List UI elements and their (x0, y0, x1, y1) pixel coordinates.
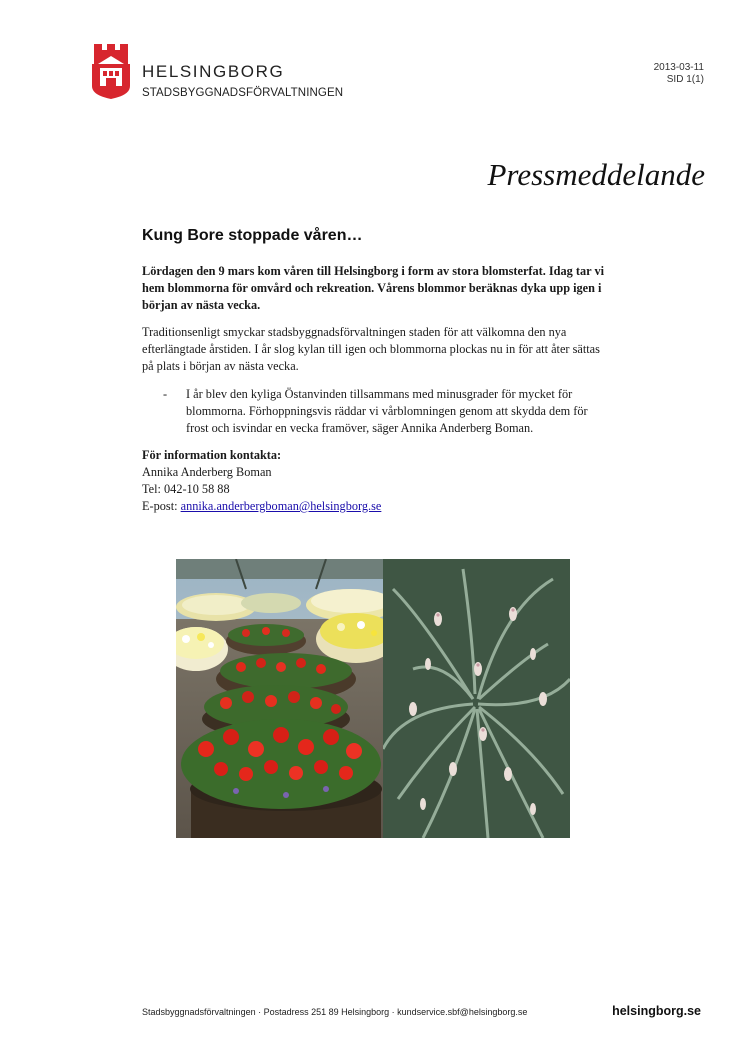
document-type-title: Pressmeddelande (487, 157, 705, 192)
contact-email-row (142, 498, 612, 515)
department-name: STADSBYGGNADSFÖRVALTNINGEN (142, 87, 344, 99)
greenhouse-tulips-photo (176, 559, 383, 838)
contact-phone: Tel: 042-10 58 88 (142, 482, 230, 496)
contact-block (142, 447, 612, 515)
article-lead: Lördagen den 9 mars kom våren till Helsingborg i form av stora blomsterfat. Idag tar vi hem blommorna för omvård och rekreation. Vårens blommor beräknas dyka upp igen i början av nästa vecka. (142, 264, 605, 312)
article-body: Traditionsenligt smyckar stadsbyggnadsförvaltningen staden för att välkomna den nya efterlängtade årstiden. I år slog kylan till igen och blommorna plockas nu in för att åter sättas på plats i början av nästa vecka. (142, 325, 600, 373)
footer-address: Stadsbyggnadsförvaltningen · Postadress 251 89 Helsingborg · kundservice.sbf@helsingborg.se (142, 1007, 528, 1017)
organization-name: HELSINGBORG (142, 62, 285, 81)
document-meta (654, 62, 704, 86)
page-number: SID 1(1) (666, 74, 704, 85)
quote-text: I år blev den kyliga Östanvinden tillsammans med minusgrader för mycket för blommorna. Förhoppningsvis räddar vi vårblomningen genom att skydda dem för frost och isvindar en vecka framöver, säger Annika Anderberg Boman. (186, 387, 588, 435)
document-date: 2013-03-11 (653, 62, 704, 73)
article-quote (163, 386, 613, 437)
contact-heading: För information kontakta: (142, 448, 282, 462)
tulip-leaves-closeup-photo (383, 559, 570, 838)
contact-email-link[interactable]: annika.anderbergboman@helsingborg.se (180, 499, 382, 513)
footer-website[interactable]: helsingborg.se (612, 1004, 701, 1018)
helsingborg-crest-logo (92, 44, 130, 99)
quote-dash: - (163, 387, 168, 401)
article-headline: Kung Bore stoppade våren… (142, 227, 363, 244)
contact-name: Annika Anderberg Boman (142, 465, 272, 479)
contact-email-label: E-post: (142, 499, 181, 513)
